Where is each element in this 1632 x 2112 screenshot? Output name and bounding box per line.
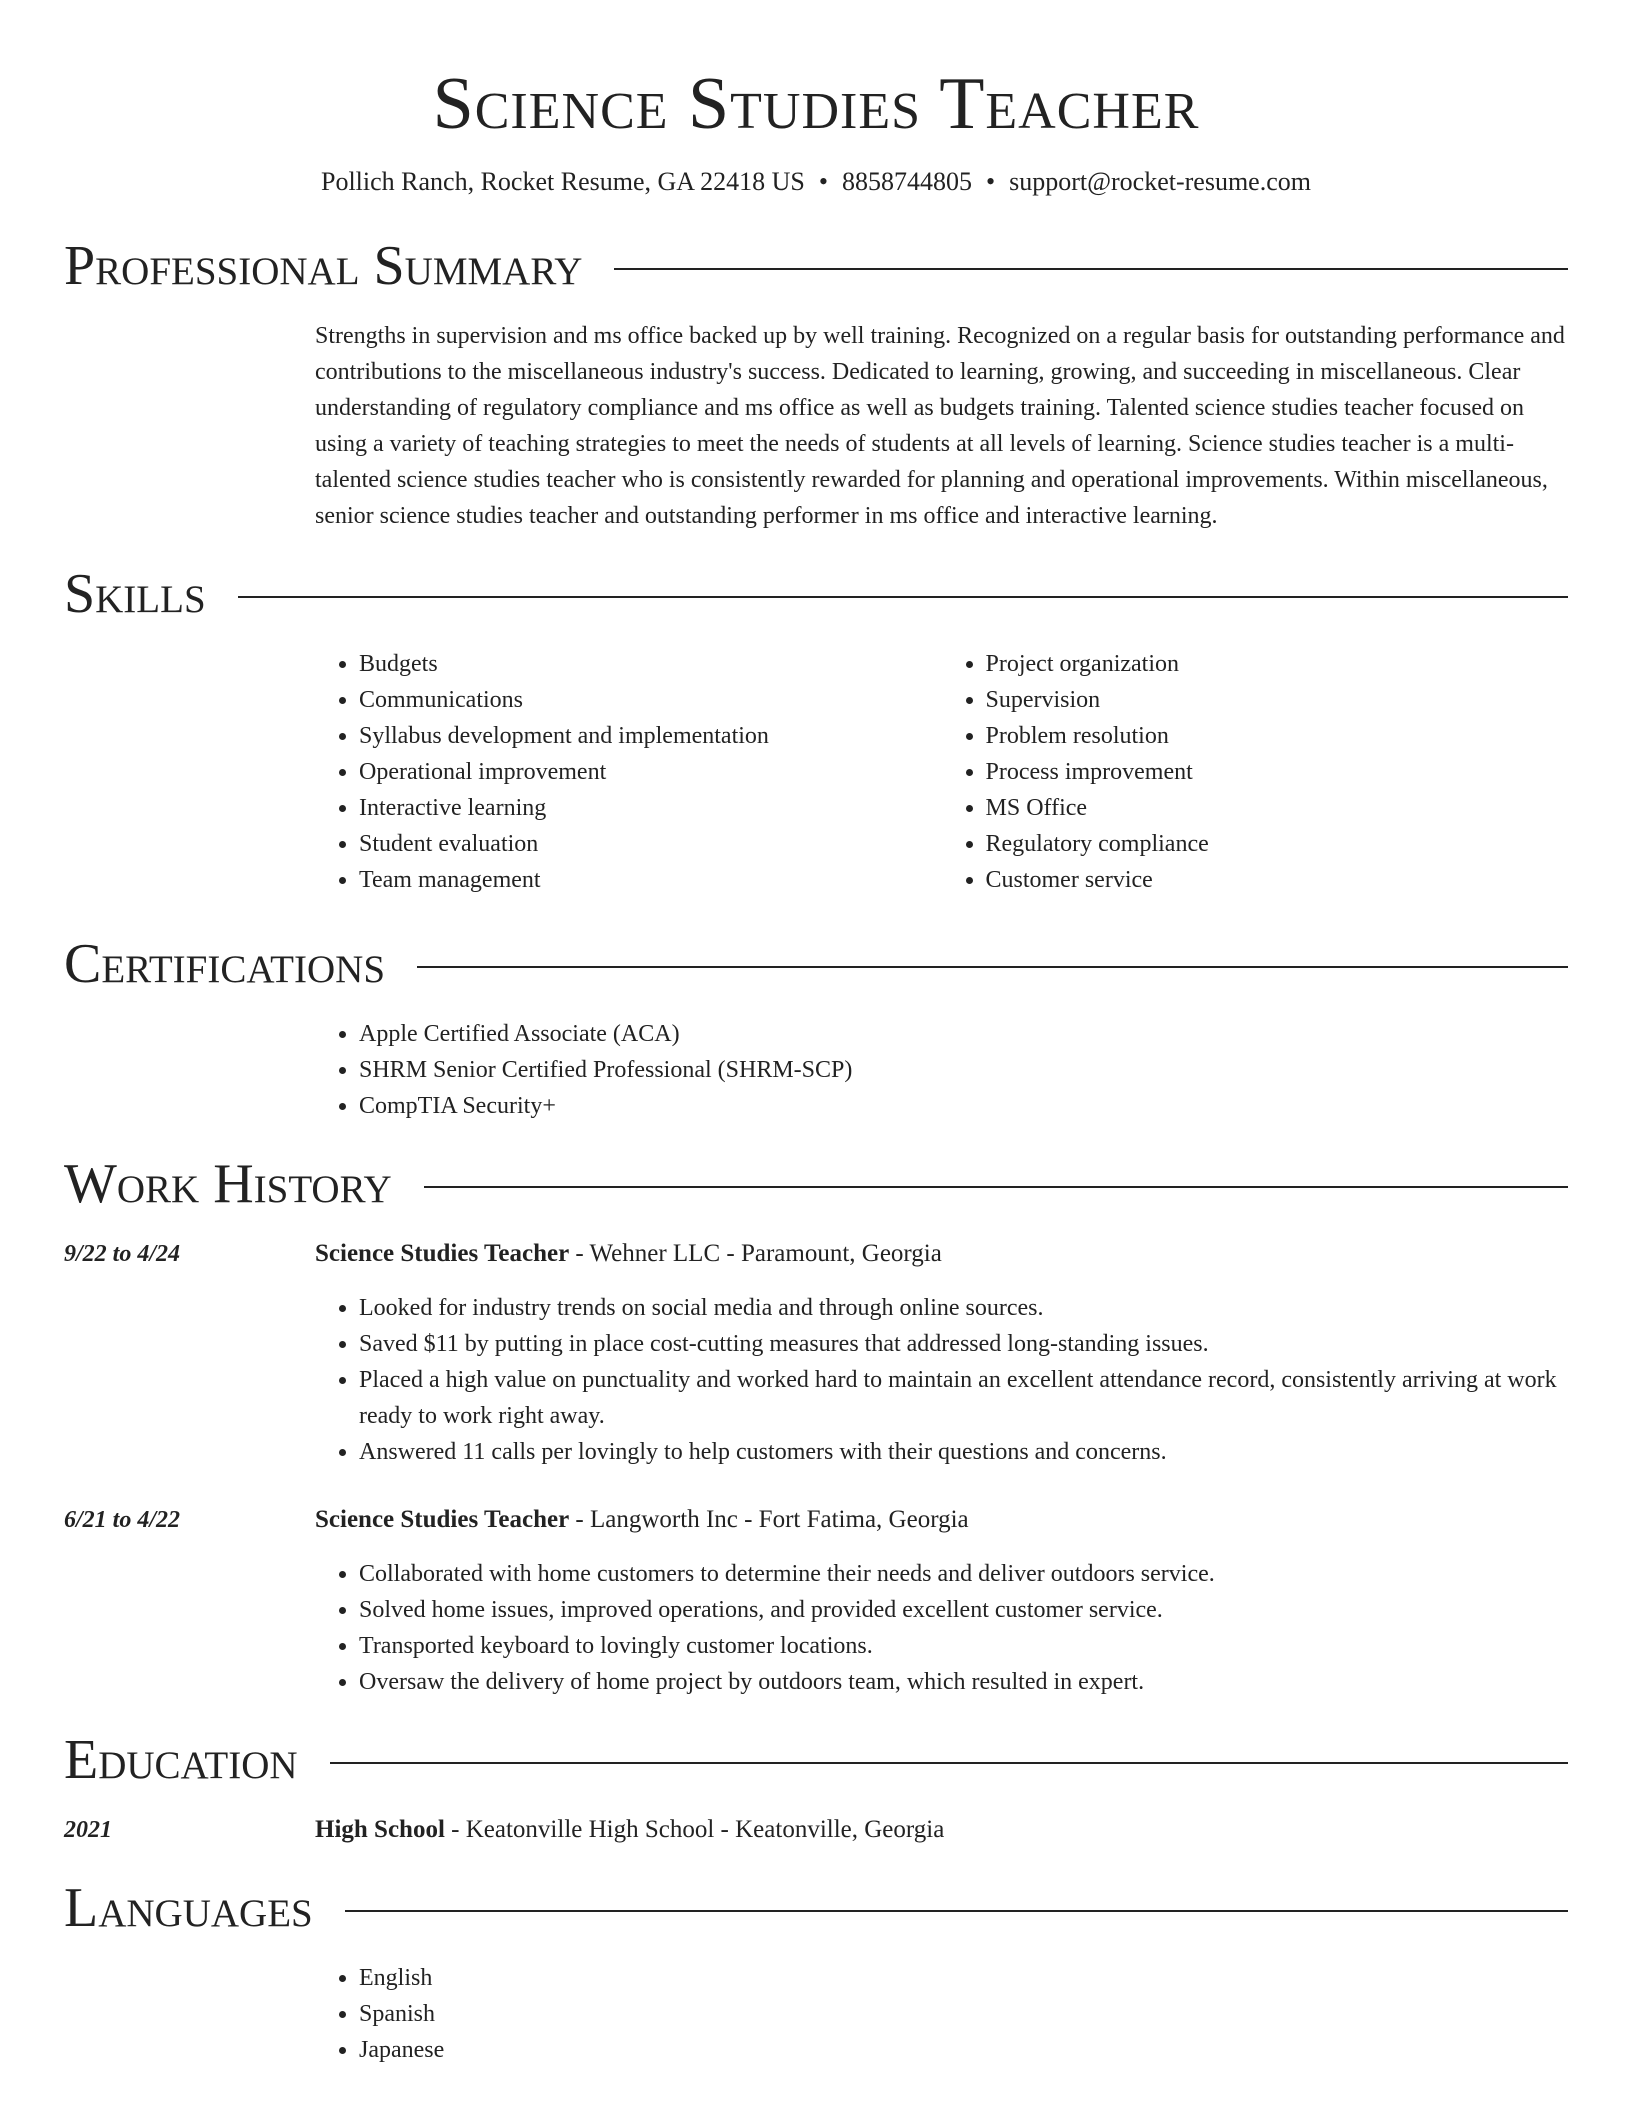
job-bullets — [315, 1556, 1568, 1700]
languages-list — [315, 1960, 1568, 2068]
education-content — [315, 1812, 1568, 1848]
skills-section-header — [64, 564, 1568, 624]
skills-list-right — [942, 646, 1569, 898]
job-bullet: • Solved home issues, improved operations, and provided excellent customer service. — [359, 1592, 1568, 1628]
skills-list-left — [315, 646, 942, 898]
resume-name: Science Studies Teacher — [432, 63, 1200, 145]
languages-section-header — [64, 1878, 1568, 1938]
certifications-list — [315, 1016, 1568, 1124]
resume-page — [64, 0, 1568, 2068]
certification-item: • SHRM Senior Certified Professional (SHRM-SCP) — [359, 1052, 1568, 1088]
skill-item: • Regulatory compliance — [986, 826, 1569, 862]
languages-section-title: Languages — [64, 1877, 313, 1939]
job-bullet: • Collaborated with home customers to determine their needs and deliver outdoors service. — [359, 1556, 1568, 1592]
job-bullet: • Answered 11 calls per lovingly to help customers with their questions and concerns. — [359, 1434, 1568, 1470]
job-bullet: • Saved $11 by putting in place cost-cutting measures that addressed long-standing issues. — [359, 1326, 1568, 1362]
section-divider — [424, 1186, 1568, 1188]
skill-item: • Project organization — [986, 646, 1569, 682]
language-item: • Spanish — [359, 1996, 1568, 2032]
skill-item: • Process improvement — [986, 754, 1569, 790]
education-degree: High School — [315, 1816, 445, 1843]
work-section-title: Work History — [64, 1153, 392, 1215]
job-bullet: • Placed a high value on punctuality and worked hard to maintain an excellent attendance record, consistently arriving at work ready to work right away. — [359, 1362, 1568, 1434]
skill-item: • Communications — [359, 682, 942, 718]
section-divider — [330, 1762, 1568, 1764]
job-bullet: • Transported keyboard to lovingly customer locations. — [359, 1628, 1568, 1664]
education-section-header — [64, 1730, 1568, 1790]
skills-section-title: Skills — [64, 563, 206, 625]
education-entry — [64, 1812, 1568, 1848]
language-item: • Japanese — [359, 2032, 1568, 2068]
certifications-body — [315, 1016, 1568, 1124]
skill-item: • Syllabus development and implementation — [359, 718, 942, 754]
education-year: 2021 — [64, 1817, 112, 1843]
skill-item: • Supervision — [986, 682, 1569, 718]
education-line — [315, 1812, 1568, 1848]
job-bullet: • Looked for industry trends on social media and through online sources. — [359, 1290, 1568, 1326]
job-role: Science Studies Teacher — [315, 1506, 570, 1533]
education-section-title: Education — [64, 1729, 298, 1791]
section-divider — [614, 268, 1568, 270]
skill-item: • Customer service — [986, 862, 1569, 898]
contact-email: support@rocket-resume.com — [1009, 167, 1311, 196]
language-item: • English — [359, 1960, 1568, 1996]
contact-address: Pollich Ranch, Rocket Resume, GA 22418 US — [321, 167, 805, 196]
job-role: Science Studies Teacher — [315, 1240, 570, 1267]
job-bullet: • Oversaw the delivery of home project by outdoors team, which resulted in expert. — [359, 1664, 1568, 1700]
job-content — [315, 1502, 1568, 1700]
certification-item: • Apple Certified Associate (ACA) — [359, 1016, 1568, 1052]
skill-item: • Budgets — [359, 646, 942, 682]
skill-item: • Team management — [359, 862, 942, 898]
job-dates: 9/22 to 4/24 — [64, 1241, 181, 1267]
skills-grid — [315, 646, 1568, 898]
section-divider — [345, 1910, 1568, 1912]
job-title-line — [315, 1502, 1568, 1538]
summary-text: Strengths in supervision and ms office backed up by well training. Recognized on a regular basis for outstanding performance and contributions to the miscellaneous industry's success. Dedicated to learning, growing, and succeeding in miscellaneous. Clear understanding of regulatory compliance and ms office as well as budgets training. Talented science studies teacher focused on using a variety of teaching strategies to meet the needs of students at all levels of learning. Science studies teacher is a multi-talented science studies teacher who is consistently rewarded for planning and operational improvements. Within miscellaneous, senior science studies teacher and outstanding performer in ms office and interactive learning. — [315, 323, 1565, 529]
skill-item: • Student evaluation — [359, 826, 942, 862]
languages-body — [315, 1960, 1568, 2068]
skill-item: • Interactive learning — [359, 790, 942, 826]
work-section-header — [64, 1154, 1568, 1214]
certifications-section-title: Certifications — [64, 933, 386, 995]
contact-line — [64, 166, 1568, 198]
education-school: - Keatonville High School - Keatonville, Georgia — [444, 1816, 945, 1843]
job-dates: 6/21 to 4/22 — [64, 1507, 181, 1533]
contact-separator: • — [818, 167, 828, 196]
certifications-section-header — [64, 934, 1568, 994]
job-company: - Wehner LLC - Paramount, Georgia — [569, 1240, 942, 1267]
contact-phone: 8858744805 — [841, 167, 972, 196]
job-entry — [64, 1236, 1568, 1470]
job-company: - Langworth Inc - Fort Fatima, Georgia — [569, 1506, 969, 1533]
contact-separator: • — [985, 167, 996, 196]
section-divider — [238, 596, 1568, 598]
skill-item: • MS Office — [986, 790, 1569, 826]
summary-section-header — [64, 236, 1568, 296]
skill-item: • Problem resolution — [986, 718, 1569, 754]
job-title-line — [315, 1236, 1568, 1272]
job-content — [315, 1236, 1568, 1470]
job-entry — [64, 1502, 1568, 1700]
summary-section-title: Professional Summary — [64, 235, 583, 297]
skill-item: • Operational improvement — [359, 754, 942, 790]
job-bullets — [315, 1290, 1568, 1470]
certification-item: • CompTIA Security+ — [359, 1088, 1568, 1124]
section-divider — [417, 966, 1568, 968]
